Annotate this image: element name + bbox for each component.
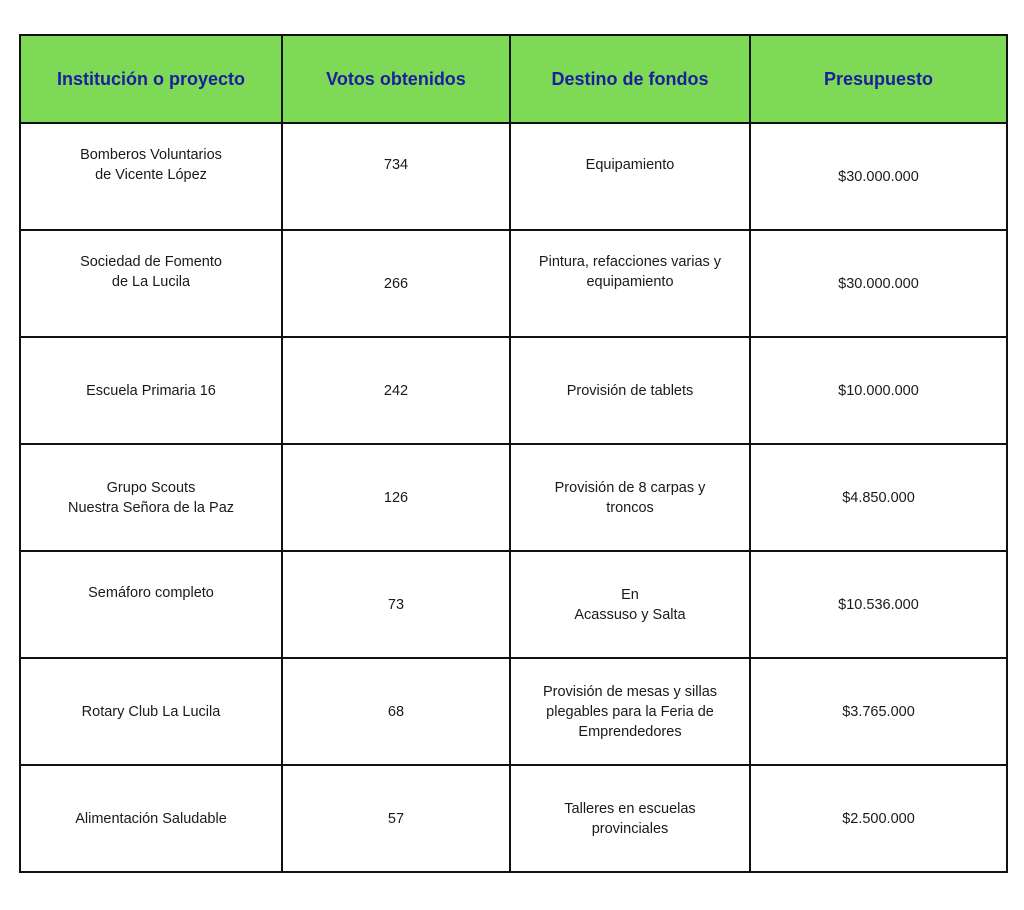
table-row <box>20 658 1007 765</box>
table-row <box>20 123 1007 230</box>
header-budget: Presupuesto <box>750 35 1007 123</box>
institution-text: Escuela Primaria 16 <box>86 382 216 399</box>
cell-votes <box>282 337 510 444</box>
table-row <box>20 444 1007 551</box>
budget-text: $30.000.000 <box>838 168 919 185</box>
cell-budget <box>750 551 1007 658</box>
table-row <box>20 230 1007 337</box>
cell-budget <box>750 765 1007 872</box>
cell-institution <box>20 123 282 230</box>
header-institution: Institución o proyecto <box>20 35 282 123</box>
cell-institution <box>20 551 282 658</box>
results-table <box>19 34 1008 873</box>
cell-institution <box>20 230 282 337</box>
budget-text: $10.536.000 <box>838 596 919 613</box>
cell-institution <box>20 444 282 551</box>
budget-text: $4.850.000 <box>842 489 915 506</box>
table-row <box>20 337 1007 444</box>
cell-destination <box>510 444 750 551</box>
votes-text: 734 <box>383 156 409 173</box>
destination-text: Provisión de mesas y sillas plegables para la Feria de Emprendedores <box>542 683 718 740</box>
cell-institution <box>20 765 282 872</box>
institution-text: Sociedad de Fomento de La Lucila <box>80 253 222 290</box>
cell-destination <box>510 230 750 337</box>
budget-text: $2.500.000 <box>842 810 915 827</box>
votes-text: 68 <box>387 703 405 720</box>
destination-text: Talleres en escuelas provinciales <box>564 800 696 837</box>
votes-text: 242 <box>383 382 409 399</box>
table-row <box>20 765 1007 872</box>
votes-text: 57 <box>387 810 405 827</box>
header-destination: Destino de fondos <box>510 35 750 123</box>
institution-text: Bomberos Voluntarios de Vicente López <box>80 146 222 183</box>
budget-text: $30.000.000 <box>838 275 919 292</box>
cell-institution <box>20 658 282 765</box>
cell-budget <box>750 658 1007 765</box>
cell-votes <box>282 658 510 765</box>
cell-votes <box>282 551 510 658</box>
table-row <box>20 551 1007 658</box>
cell-votes <box>282 230 510 337</box>
cell-votes <box>282 765 510 872</box>
institution-text: Rotary Club La Lucila <box>81 703 221 720</box>
destination-text: En Acassuso y Salta <box>574 586 686 623</box>
institution-text: Semáforo completo <box>88 584 214 601</box>
cell-budget <box>750 337 1007 444</box>
cell-budget <box>750 444 1007 551</box>
destination-text: Equipamiento <box>585 156 675 173</box>
votes-text: 73 <box>387 596 405 613</box>
cell-destination <box>510 551 750 658</box>
destination-text: Pintura, refacciones varias y equipamiento <box>538 253 722 290</box>
budget-text: $10.000.000 <box>838 382 919 399</box>
header-votes: Votos obtenidos <box>282 35 510 123</box>
cell-destination <box>510 765 750 872</box>
votes-text: 126 <box>383 489 409 506</box>
cell-destination <box>510 337 750 444</box>
cell-institution <box>20 337 282 444</box>
institution-text: Grupo Scouts Nuestra Señora de la Paz <box>67 479 235 516</box>
cell-destination <box>510 658 750 765</box>
header-row <box>20 35 1007 123</box>
institution-text: Alimentación Saludable <box>75 810 227 827</box>
cell-votes <box>282 123 510 230</box>
cell-budget <box>750 230 1007 337</box>
destination-text: Provisión de 8 carpas y troncos <box>554 479 706 516</box>
cell-votes <box>282 444 510 551</box>
budget-text: $3.765.000 <box>842 703 915 720</box>
cell-budget <box>750 123 1007 230</box>
votes-text: 266 <box>383 275 409 292</box>
destination-text: Provisión de tablets <box>566 382 694 399</box>
cell-destination <box>510 123 750 230</box>
